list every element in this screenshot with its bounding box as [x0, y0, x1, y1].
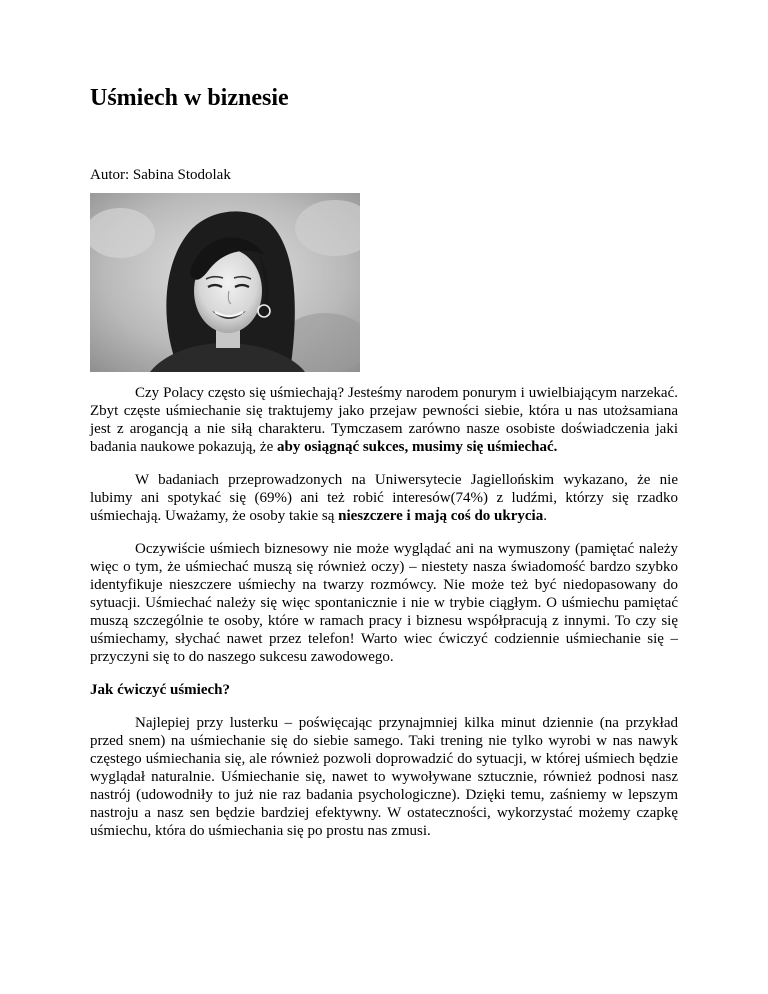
- article-body: [90, 384, 678, 855]
- portrait-photo: [90, 193, 360, 372]
- paragraph-1-text: Czy Polacy często się uśmiechają? Jesteśmy narodem ponurym i uwielbiającym narzekać. Zbyt częste uśmiechanie się traktujemy jako przejaw pewności siebie, która u nas utożsamiana jest z arogancją a nie siłą charakteru. Tymczasem zarówno nasze osobiste doświadczenia jaki badania naukowe pokazują, że: [90, 385, 678, 455]
- paragraph-2: [90, 471, 678, 525]
- paragraph-1: [90, 384, 678, 456]
- section-heading: Jak ćwiczyć uśmiech?: [90, 682, 230, 698]
- paragraph-2-emphasis: nieszczere i mają coś do ukrycia: [338, 508, 544, 524]
- paragraph-3: Oczywiście uśmiech biznesowy nie może wyglądać ani na wymuszony (pamiętać należy więc o tym, że uśmiechać muszą się również oczy) – niestety nasza świadomość bardzo szybko identyfikuje nieszczere uśmiechy na twarzy rozmówcy. Nie może też być niedopasowany do sytuacji. Uśmiechać należy się więc spontanicznie i nie w trybie ciągłym. O uśmiechu pamiętać muszą szczególnie te osoby, które w ramach pracy i biznesu współpracują z innymi. To czy się uśmiechamy, słychać nawet przez telefon! Warto wiec ćwiczyć codziennie uśmiechanie się – przyczyni się to do naszego sukcesu zawodowego.: [90, 541, 678, 665]
- paragraph-2-text: W badaniach przeprowadzonych na Uniwersytecie Jagiellońskim wykazano, że nie lubimy ani spotykać się (69%) ani też robić interesów(74%) z ludźmi, którzy się rzadko uśmiechają. Uważamy, że osoby takie są: [90, 472, 678, 524]
- paragraph-4: Najlepiej przy lusterku – poświęcając przynajmniej kilka minut dziennie (na przykład przed snem) na uśmiechanie się do siebie samego. Taki trening nie tylko wyrobi w nas nawyk częstego uśmiechania się, ale również pozwoli doprowadzić do sytuacji, w której uśmiech będzie wyglądał naturalnie. Uśmiechanie się, nawet to wywoływane sztucznie, również podnosi nasz nastrój (udowodniły to już nie raz badania psychologiczne). Dzięki temu, zaśniemy w lepszym nastroju a nasz sen będzie bardziej efektywny. W ostateczności, wykorzystać możemy czapkę uśmiechu, która do uśmiechania się po prostu nas zmusi.: [90, 715, 678, 839]
- paragraph-1-emphasis: aby osiągnąć sukces, musimy się uśmiechać.: [277, 439, 558, 455]
- portrait-photo-drawing: [90, 193, 360, 372]
- article-author: Autor: Sabina Stodolak: [90, 167, 231, 183]
- paragraph-2-end: .: [543, 508, 547, 524]
- article-title: Uśmiech w biznesie: [90, 85, 289, 111]
